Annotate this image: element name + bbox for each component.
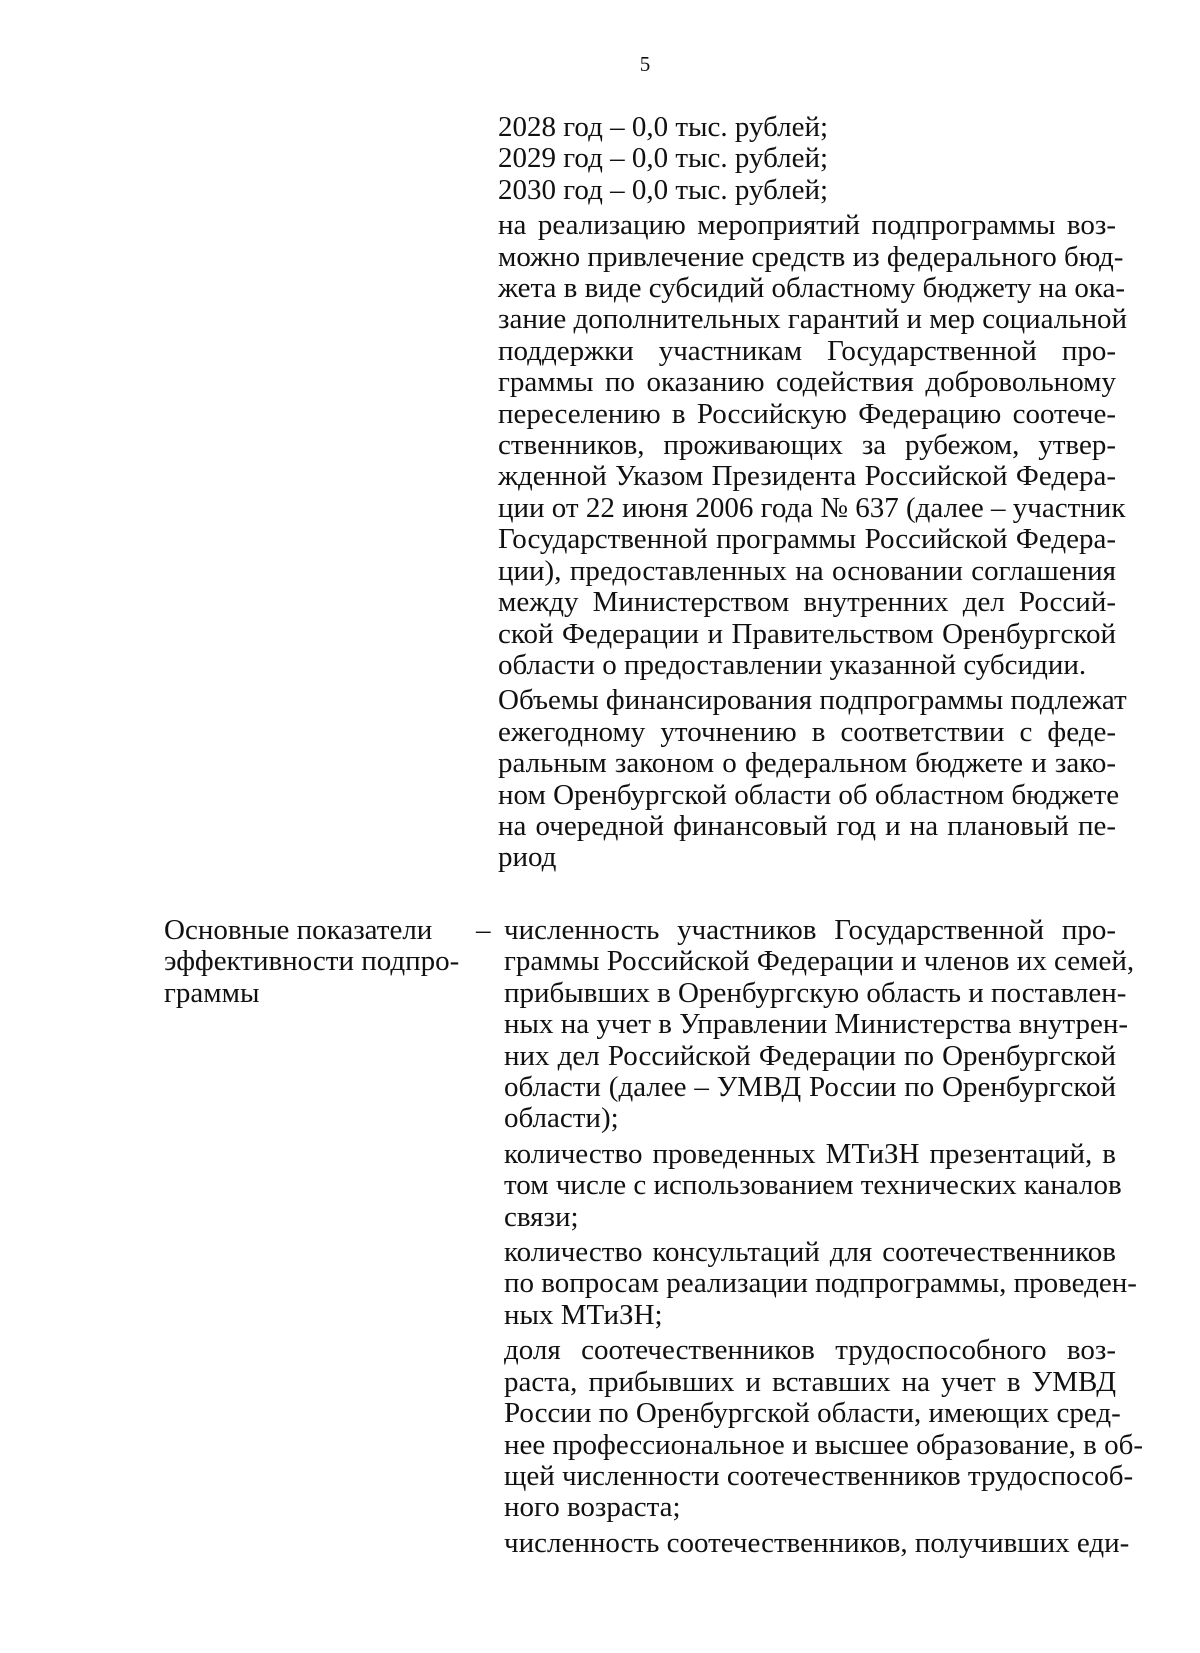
indicator-item xyxy=(504,1137,1122,1233)
paragraph-line: ральным законом о федеральном бюджете и зако- xyxy=(498,747,1116,780)
paragraph-line: области); xyxy=(504,1102,619,1135)
paragraph-line: доля соотечественников трудоспособного воз- xyxy=(504,1334,1116,1367)
paragraph-line: поддержки участникам Государственной про- xyxy=(498,334,1116,367)
paragraph-line: России по Оренбургской области, имеющих сред- xyxy=(504,1397,1121,1430)
label-dash: – xyxy=(476,914,491,946)
indicator-item xyxy=(504,1236,1137,1331)
funding-year-2030: 2030 год – 0,0 тыс. рублей; xyxy=(498,173,829,206)
paragraph-line: прибывших в Оренбургскую область и поставлен- xyxy=(504,976,1127,1009)
paragraph-line: Государственной программы Российской Федера- xyxy=(498,523,1116,556)
paragraph-line: связи; xyxy=(504,1200,579,1233)
paragraph-line: ции), предоставленных на основании соглашения xyxy=(498,554,1116,587)
funding-years-list xyxy=(498,112,1116,206)
paragraph-line: по вопросам реализации подпрограммы, проведен- xyxy=(504,1267,1137,1300)
paragraph-line: них дел Российской Федерации по Оренбургской xyxy=(504,1039,1116,1072)
paragraph-line: граммы Российской Федерации и членов их семей, xyxy=(504,945,1135,978)
label-line: граммы xyxy=(164,976,260,1009)
paragraph-line: граммы по оказанию содействия добровольному xyxy=(498,366,1116,399)
paragraph-line: на реализацию мероприятий подпрограммы воз- xyxy=(498,209,1116,242)
paragraph-line: жденной Указом Президента Российской Федера- xyxy=(498,460,1116,493)
page-number: 5 xyxy=(639,52,651,76)
paragraph-line: переселению в Российскую Федерацию соотече- xyxy=(498,397,1116,430)
indicator-item xyxy=(504,914,1135,1135)
funding-year-2028: 2028 год – 0,0 тыс. рублей; xyxy=(498,111,829,143)
paragraph-line: Объемы финансирования подпрограммы подлежат xyxy=(498,684,1127,717)
paragraph-line: количество проведенных МТиЗН презентаций, в xyxy=(504,1137,1116,1170)
paragraph-line: на очередной финансовый год и на плановый пе- xyxy=(498,809,1116,842)
paragraph-line: численность соотечественников, получивших еди- xyxy=(504,1526,1130,1559)
paragraph-line: области о предоставлении указанной субсидии. xyxy=(498,648,1087,681)
paragraph-line: численность участников Государственной про- xyxy=(504,914,1116,946)
paragraph-line: раста, прибывших и вставших на учет в УМВД xyxy=(504,1365,1116,1398)
paragraph-line: ской Федерации и Правительством Оренбургской xyxy=(498,617,1116,650)
paragraph-line: ственников, проживающих за рубежом, утвер- xyxy=(498,429,1116,462)
federal-funding-paragraph xyxy=(498,209,1128,681)
paragraph-line: зание дополнительных гарантий и мер социальной xyxy=(498,303,1128,336)
paragraph-line: том числе с использованием технических каналов xyxy=(504,1169,1122,1202)
paragraph-line: количество консультаций для соотечественников xyxy=(504,1236,1116,1269)
funding-year-2029: 2029 год – 0,0 тыс. рублей; xyxy=(498,142,829,175)
indicators-section xyxy=(504,914,1144,1563)
paragraph-line: ном Оренбургской области об областном бюджете xyxy=(498,778,1120,811)
paragraph-line: жета в виде субсидий областному бюджету на ока- xyxy=(498,272,1126,305)
indicator-item xyxy=(504,1334,1144,1524)
paragraph-line: риод xyxy=(498,841,557,874)
paragraph-line: ных МТиЗН; xyxy=(504,1298,663,1331)
paragraph-line: области (далее – УМВД России по Оренбургской xyxy=(504,1071,1116,1104)
paragraph-line: нее профессиональное и высшее образование, в об- xyxy=(504,1428,1144,1461)
indicators-label xyxy=(164,915,494,1009)
label-line: эффективности подпро- xyxy=(164,945,460,978)
indicator-item xyxy=(504,1526,1130,1559)
label-line: Основные показатели xyxy=(164,914,433,946)
paragraph-line: ных на учет в Управлении Министерства внутрен- xyxy=(504,1008,1129,1041)
paragraph-line: ежегодному уточнению в соответствии с феде- xyxy=(498,715,1116,748)
paragraph-line: ции от 22 июня 2006 года № 637 (далее – участник xyxy=(498,491,1126,524)
paragraph-line: можно привлечение средств из федерального бюд- xyxy=(498,240,1124,273)
paragraph-line: ного возраста; xyxy=(504,1491,681,1524)
funding-section xyxy=(498,111,1128,878)
paragraph-line: между Министерством внутренних дел Россий- xyxy=(498,586,1116,619)
annual-adjustment-paragraph xyxy=(498,684,1127,874)
paragraph-line: щей численности соотечественников трудоспособ- xyxy=(504,1459,1134,1492)
